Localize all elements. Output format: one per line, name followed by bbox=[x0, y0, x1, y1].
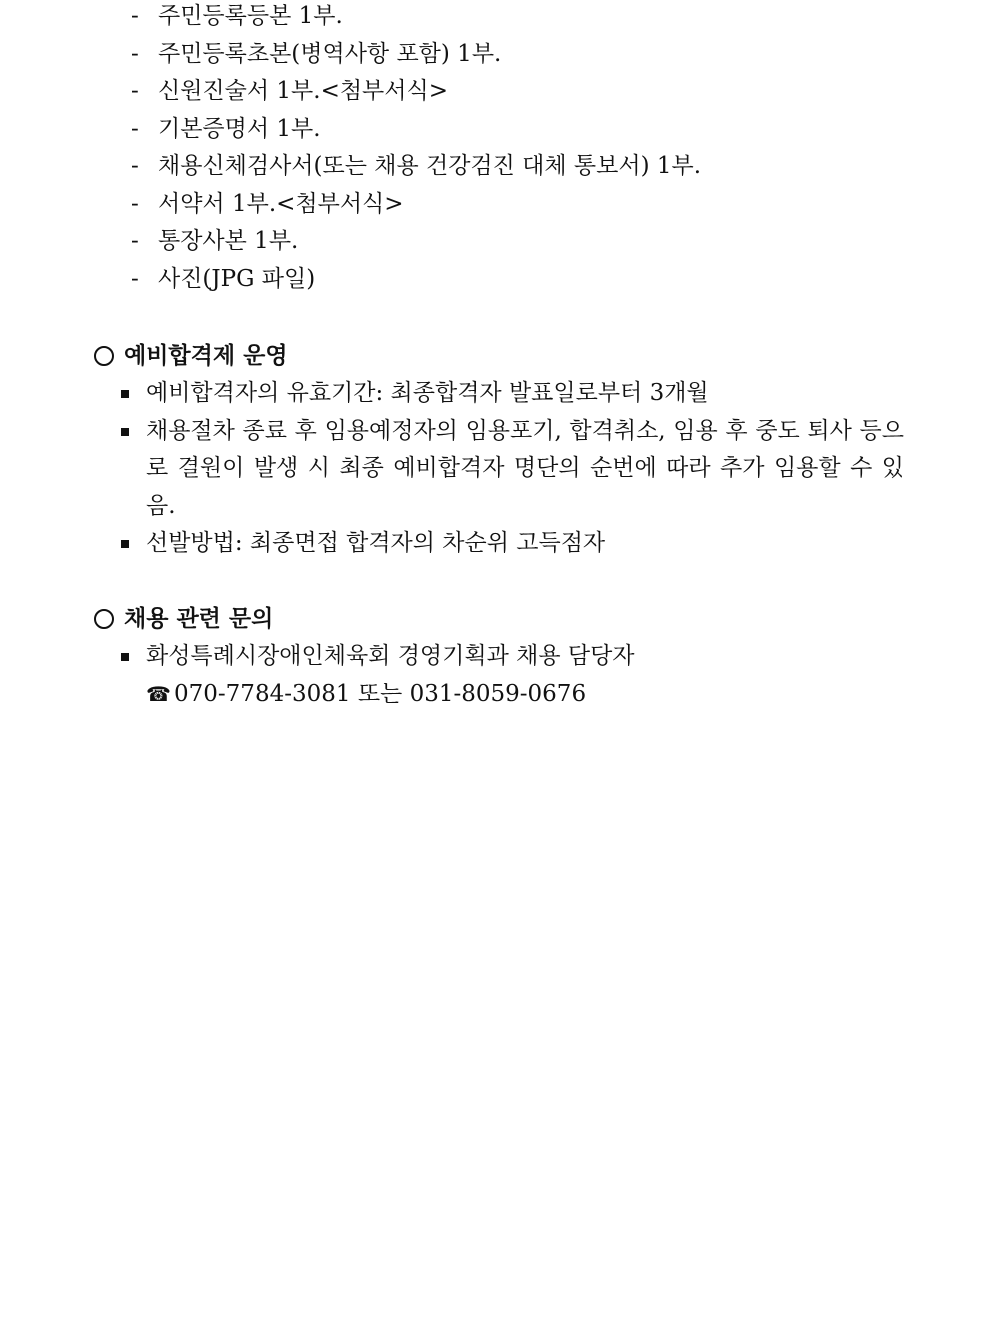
document-item-text: 주민등록초본(병역사항 포함) 1부. bbox=[158, 40, 502, 67]
circle-bullet-icon bbox=[94, 609, 114, 629]
document-item-text: 통장사본 1부. bbox=[158, 228, 299, 254]
bullet-text: 선발방법: 최종면접 합격자의 차순위 고득점자 bbox=[146, 530, 606, 556]
reserve-pass-section bbox=[94, 337, 904, 563]
list-item bbox=[131, 0, 911, 36]
document-item-text: 채용신체검사서(또는 채용 건강검진 대체 통보서) 1부. bbox=[158, 153, 702, 179]
square-bullet-icon bbox=[121, 428, 129, 436]
dash-marker: - bbox=[131, 3, 139, 29]
dash-marker: - bbox=[131, 40, 139, 67]
dash-marker: - bbox=[131, 78, 139, 104]
document-item-text: 주민등록등본 1부. bbox=[158, 3, 343, 29]
phone-icon: ☎ bbox=[146, 681, 171, 706]
required-documents-list bbox=[131, 0, 911, 298]
contact-phone bbox=[94, 676, 904, 714]
list-item bbox=[131, 36, 911, 74]
document-item-text: 서약서 1부.<첨부서식> bbox=[158, 190, 404, 217]
section-heading-text: 채용 관련 문의 bbox=[124, 605, 274, 632]
list-item bbox=[131, 148, 911, 186]
circle-bullet-icon bbox=[94, 346, 114, 366]
phone-numbers: 070-7784-3081 또는 031-8059-0676 bbox=[174, 680, 587, 707]
inquiry-bullet-list bbox=[94, 638, 904, 676]
list-item bbox=[131, 186, 911, 224]
bullet-text: 화성특례시장애인체육회 경영기획과 채용 담당자 bbox=[146, 643, 635, 669]
list-item bbox=[94, 413, 904, 526]
list-item bbox=[131, 73, 911, 111]
section-heading bbox=[94, 600, 904, 638]
list-item bbox=[131, 111, 911, 149]
section-heading bbox=[94, 337, 904, 375]
square-bullet-icon bbox=[121, 390, 129, 398]
document-item-text: 사진(JPG 파일) bbox=[158, 265, 316, 292]
dash-marker: - bbox=[131, 228, 139, 254]
dash-marker: - bbox=[131, 265, 139, 292]
list-item bbox=[94, 375, 904, 413]
section-heading-text: 예비합격제 운영 bbox=[124, 342, 288, 369]
square-bullet-icon bbox=[121, 653, 129, 661]
dash-marker: - bbox=[131, 115, 139, 142]
square-bullet-icon bbox=[121, 540, 129, 548]
document-item-text: 기본증명서 1부. bbox=[158, 115, 321, 142]
reserve-bullet-list bbox=[94, 375, 904, 563]
bullet-text: 예비합격자의 유효기간: 최종합격자 발표일로부터 3개월 bbox=[146, 380, 709, 406]
list-item bbox=[94, 638, 904, 676]
list-item bbox=[131, 223, 911, 261]
list-item bbox=[131, 261, 911, 299]
bullet-text: 채용절차 종료 후 임용예정자의 임용포기, 합격취소, 임용 후 중도 퇴사 등으로 결원이 발생 시 최종 예비합격자 명단의 순번에 따라 추가 임용할 수 있음. bbox=[146, 417, 904, 519]
inquiry-section bbox=[94, 600, 904, 713]
document-item-text: 신원진술서 1부.<첨부서식> bbox=[158, 78, 448, 104]
dash-marker: - bbox=[131, 153, 139, 179]
list-item bbox=[94, 525, 904, 563]
dash-marker: - bbox=[131, 190, 139, 217]
